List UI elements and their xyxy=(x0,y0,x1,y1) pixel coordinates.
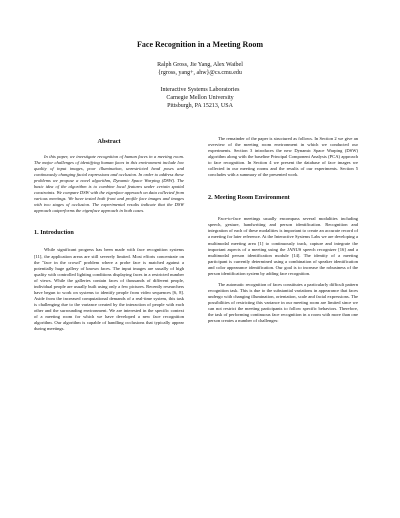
abstract-text: In this paper, we investigate recognition of human faces in a meeting room. The major challenges of identifying human faces in this environment include low quality of input images, poor illumination, unrestricted head poses and continuously changing facial expressions and occlusion. In order to address these problems we propose a novel algorithm, Dynamic Space Warping (DSW). The basic idea of the algorithm is to combine local features under certain spatial constraints. We compare DSW with the eigenface approach on data collected from various meetings. We have tested both front and profile face images and images with two stages of occlusion. The experimental results indicate that the DSW approach outperforms the eigenface approach in both cases. xyxy=(34,154,184,214)
section2-paragraph-1: Face-to-face meetings usually encompass several modalities including speech, gesture, handwriting and person identification. Recognition and integration of each of these modalities is important to create an accurate record of a meeting for later reference. At the Interactive Systems Labs we are developing a multimodal meeting area [1] to continuously track, capture and integrate the important aspects of a meeting using the JANUS speech recognizer [16] and a multimodal person identification module [14]. The identity of a meeting participant is currently determined using a combination of speaker identification and color appearance identification. Our goal is to increase the robustness of the person identification system by adding face recognition. xyxy=(208,216,358,276)
left-column xyxy=(34,138,184,332)
affiliation-address: Pittsburgh, PA 15213, USA xyxy=(167,103,233,110)
affiliation-lab: Interactive Systems Laboratories xyxy=(160,87,240,93)
section2-heading: 2. Meeting Room Environment xyxy=(208,194,290,202)
author-block xyxy=(0,61,400,77)
author-emails: {rgross, yang+, ahw}@cs.cmu.edu xyxy=(158,70,242,76)
affiliation-block xyxy=(0,86,400,111)
introduction-heading: 1. Introduction xyxy=(34,229,74,237)
paper-title: Face Recognition in a Meeting Room xyxy=(137,40,263,49)
affiliation-university: Carnegie Mellon University xyxy=(166,95,234,102)
right-column xyxy=(208,136,358,324)
paper-structure-text: The remainder of the paper is structured as follows. In Section 2 we give an overview of the meeting room environment in which we conducted our experiments. Section 3 introduces the new Dynamic Space Warping (DSW) algorithm along with the baseline Principal Component Analysis (PCA) approach to face recognition. In Section 4 we present the database of face images we collected in our meeting rooms and the results of our experiments. Section 5 concludes with a summary of the presented work. xyxy=(208,136,358,178)
abstract-heading: Abstract xyxy=(97,138,121,145)
author-names: Ralph Gross, Jie Yang, Alex Waibel xyxy=(157,62,243,68)
section2-paragraph-2: The automatic recognition of faces constitutes a particularly difficult pattern recognition task. This is due to the substantial variations in appearance that faces undergo with changing illumination, orientation, scale and facial expressions. The possibilities of restricting this variance in our meeting room are limited since we can not restrict the meeting participants to follow specific behaviors. Therefore, the task of performing continuous face recognition in a room with more than one person creates a number of challenges: xyxy=(208,281,358,324)
introduction-text: While significant progress has been made with face recognition systems [11], the application areas are still severely limited. Most efforts concentrate on the "face in the crowd" problem where a probe face is matched against a potentially huge gallery of known faces. The input images are usually of high quality with controlled lighting conditions displaying faces in a restricted number of views. While the galleries contain faces of thousands of different people, individual people are usually built using only a few pictures. Recently researchers have begun to work on systems to identify people from video sequences [6, 8]. Aside from the increased computational demands of a real-time system, this task is challenging due to the variance created by the interaction of people with each other and the surrounding environment. We are interested in the specific context of a meeting room for which we have developed a new face recognition algorithm. Our algorithm is capable of handling occlusions that typically appear during meetings. xyxy=(34,247,184,332)
